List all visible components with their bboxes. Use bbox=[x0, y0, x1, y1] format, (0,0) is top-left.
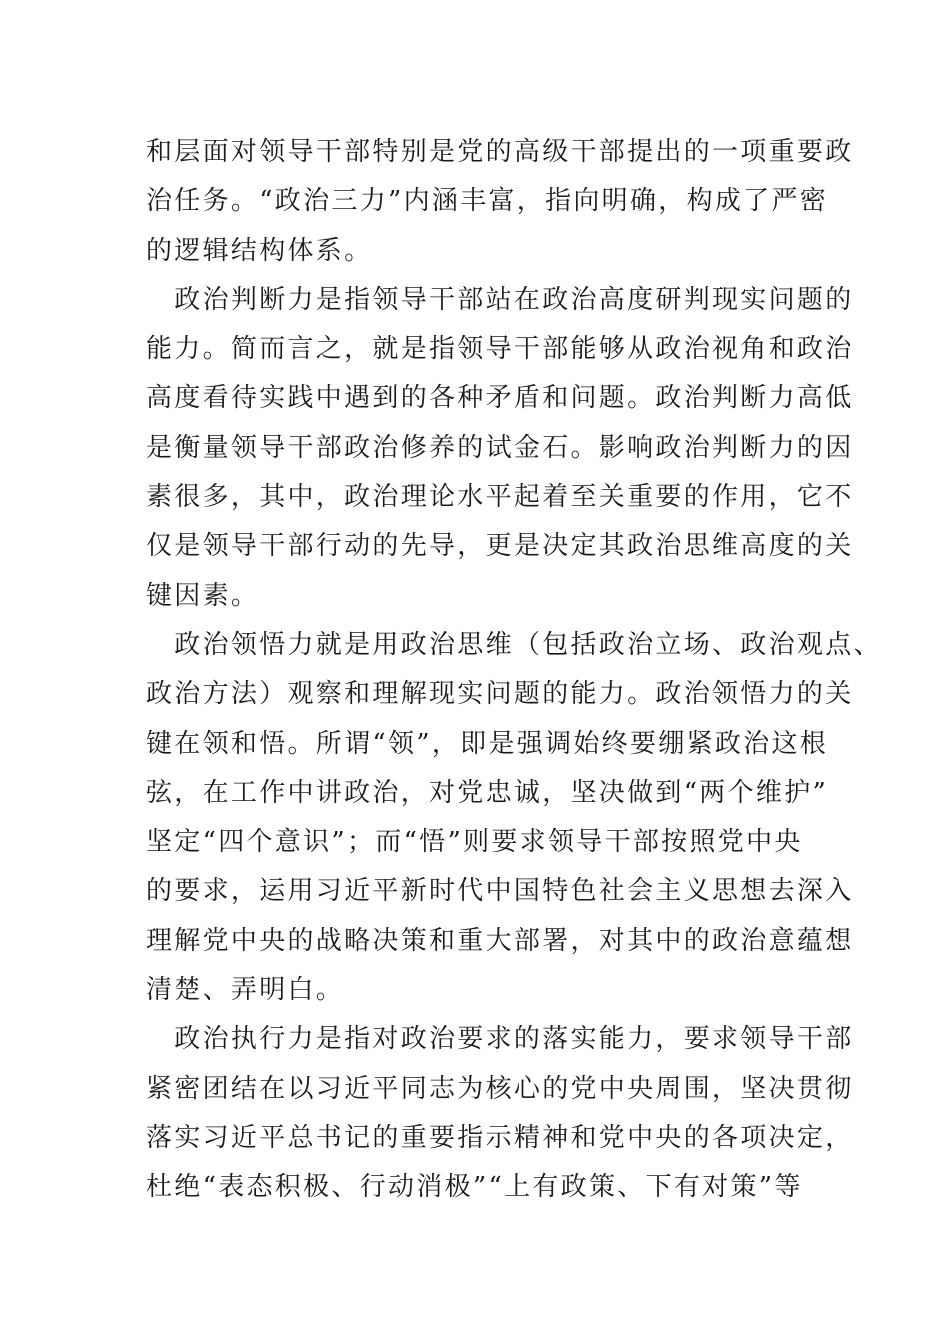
text-line-17: 理解党中央的战略决策和重大部署，对其中的政治意蕴想 bbox=[146, 925, 854, 956]
text-line-14: 弦，在工作中讲政治，对党忠诚，坚决做到“两个维护” bbox=[146, 777, 829, 808]
text-line-6: 高度看待实践中遇到的各种矛盾和问题。政治判断力高低 bbox=[146, 383, 854, 414]
text-line-7: 是衡量领导干部政治修养的试金石。影响政治判断力的因 bbox=[146, 432, 854, 463]
body-text bbox=[146, 128, 882, 1213]
text-line-3: 的逻辑结构体系。 bbox=[146, 235, 373, 266]
text-line-15: 坚定“四个意识”；而“悟”则要求领导干部按照党中央 bbox=[146, 827, 803, 858]
text-line-4: 政治判断力是指领导干部站在政治高度研判现实问题的 bbox=[146, 284, 854, 315]
text-line-21: 落实习近平总书记的重要指示精神和党中央的各项决定， bbox=[146, 1122, 854, 1153]
text-line-8: 素很多，其中，政治理论水平起着至关重要的作用，它不 bbox=[146, 482, 854, 513]
text-line-5: 能力。简而言之，就是指领导干部能够从政治视角和政治 bbox=[146, 334, 854, 365]
text-line-18: 清楚、弄明白。 bbox=[146, 975, 345, 1006]
text-line-19: 政治执行力是指对政治要求的落实能力，要求领导干部 bbox=[146, 1024, 854, 1055]
text-line-10: 键因素。 bbox=[146, 580, 260, 611]
text-line-2: 治任务。“政治三力”内涵丰富，指向明确，构成了严密 bbox=[146, 186, 829, 217]
text-line-1: 和层面对领导干部特别是党的高级干部提出的一项重要政 bbox=[146, 137, 854, 167]
text-line-13: 键在领和悟。所谓“领”，即是强调始终要绷紧政治这根 bbox=[146, 728, 829, 759]
text-line-22: 杜绝“表态积极、行动消极”“上有政策、下有对策”等 bbox=[146, 1172, 803, 1203]
text-line-20: 紧密团结在以习近平同志为核心的党中央周围，坚决贯彻 bbox=[146, 1073, 854, 1104]
text-line-16: 的要求，运用习近平新时代中国特色社会主义思想去深入 bbox=[146, 876, 854, 907]
text-line-9: 仅是领导干部行动的先导，更是决定其政治思维高度的关 bbox=[146, 531, 854, 562]
text-line-11: 政治领悟力就是用政治思维（包括政治立场、政治观点、 bbox=[146, 629, 882, 660]
text-line-12: 政治方法）观察和理解现实问题的能力。政治领悟力的关 bbox=[146, 679, 854, 710]
